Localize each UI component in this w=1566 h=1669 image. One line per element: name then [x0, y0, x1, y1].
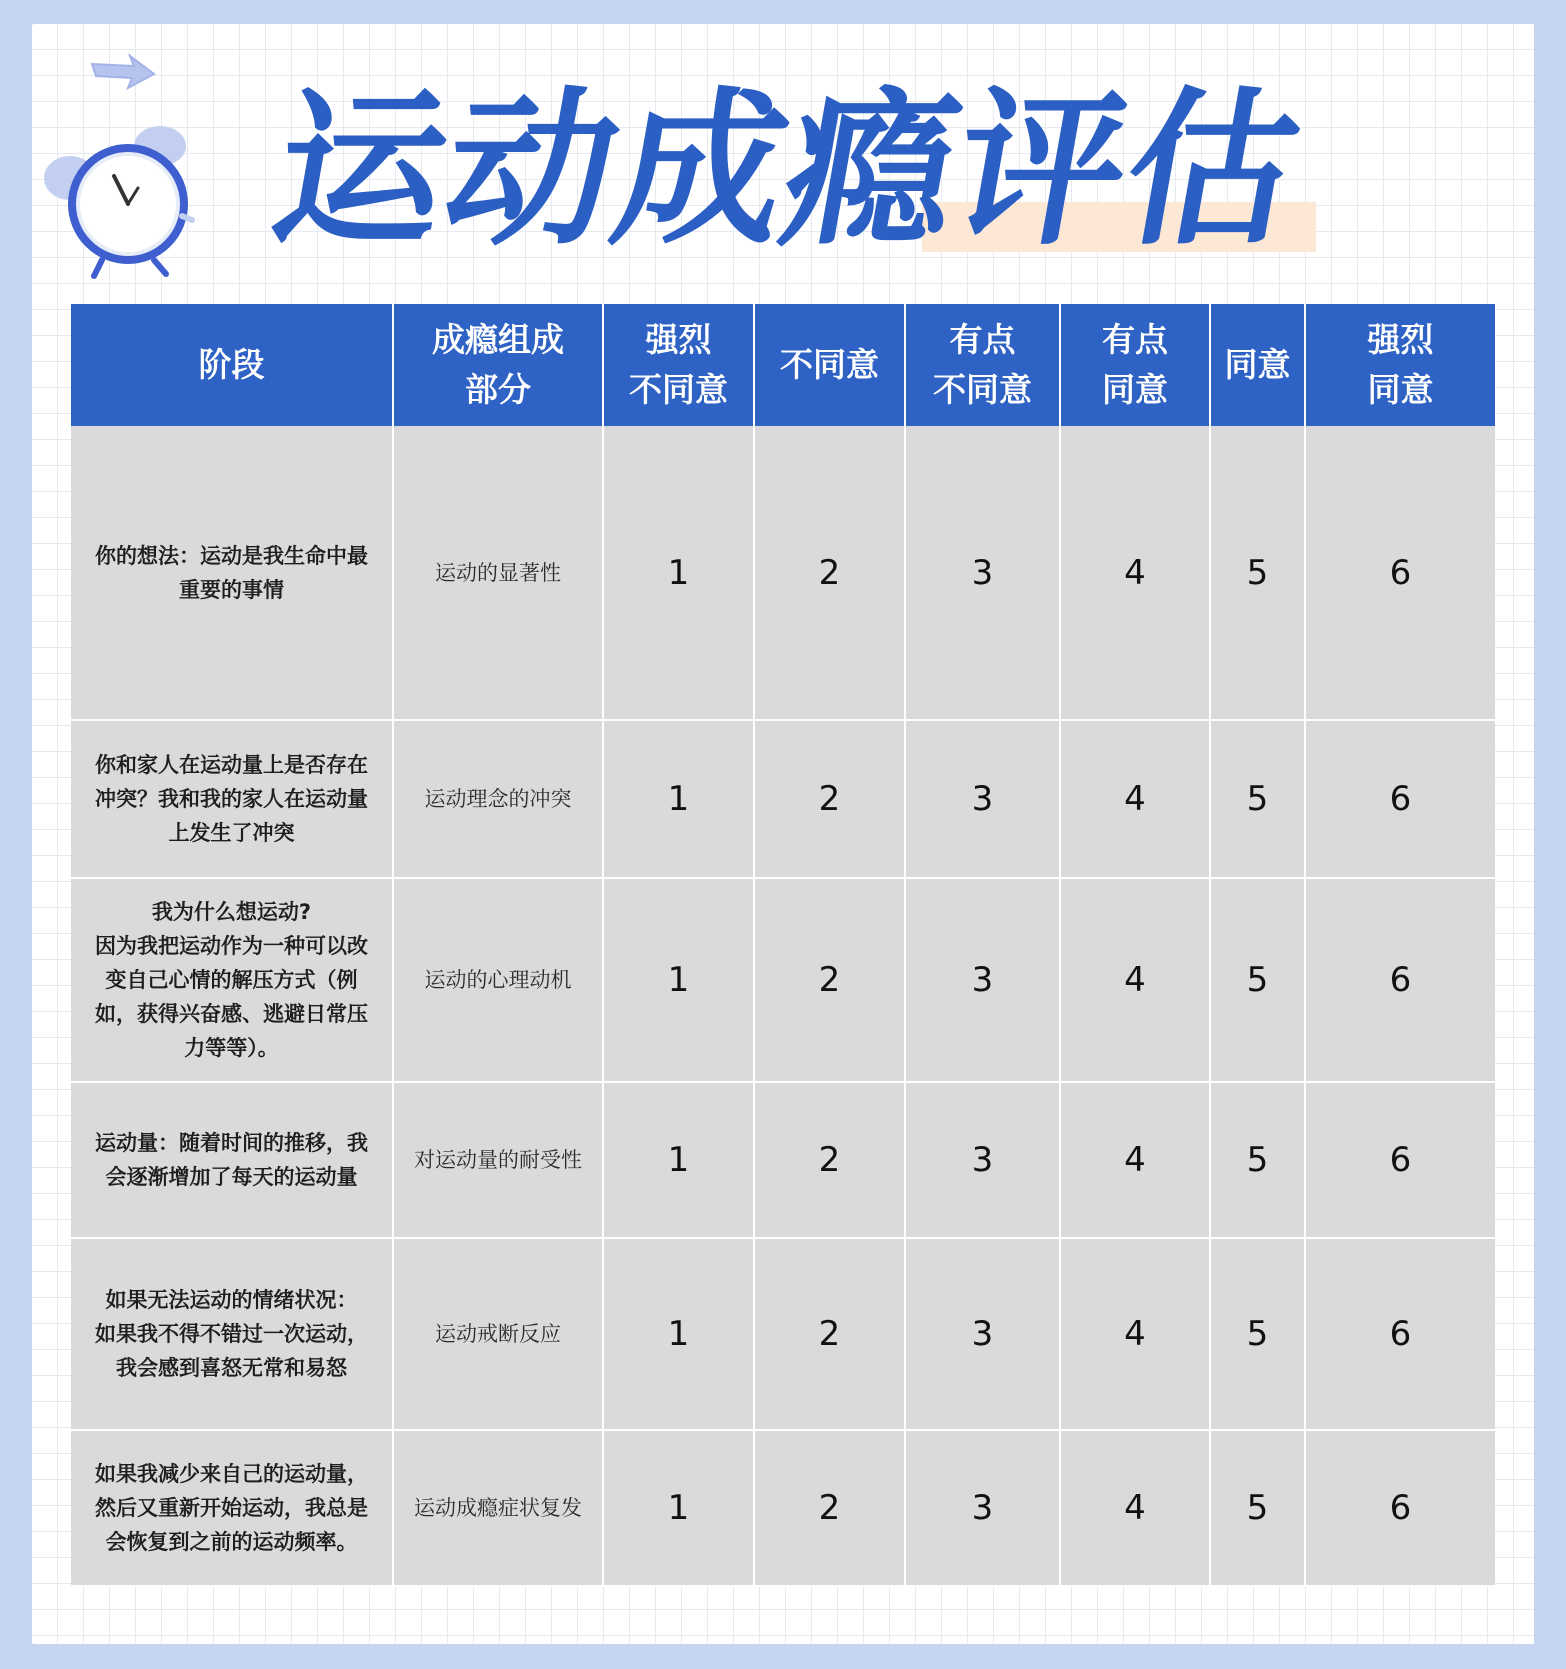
score-cell[interactable]: 4	[1060, 1238, 1210, 1430]
table-row	[71, 1082, 1495, 1238]
score-cell[interactable]: 6	[1305, 426, 1495, 720]
score-cell[interactable]: 1	[603, 1238, 754, 1430]
score-cell[interactable]: 5	[1210, 1430, 1305, 1586]
stage-cell: 我为什么想运动? 因为我把运动作为一种可以改 变自己心情的解压方式（例 如，获得兴奋感、逃避日常压 力等等）。	[71, 878, 393, 1082]
assessment-table	[71, 304, 1495, 1587]
table-row	[71, 426, 1495, 720]
score-cell[interactable]: 3	[905, 426, 1060, 720]
page-title: 运动成瘾评估	[260, 72, 1315, 268]
score-cell[interactable]: 3	[905, 720, 1060, 878]
header-slightly-agree: 有点 同意	[1060, 304, 1210, 426]
score-cell[interactable]: 5	[1210, 1082, 1305, 1238]
score-cell[interactable]: 1	[603, 1430, 754, 1586]
score-cell[interactable]: 3	[905, 1238, 1060, 1430]
component-cell: 运动的显著性	[393, 426, 603, 720]
table-row	[71, 1238, 1495, 1430]
score-cell[interactable]: 5	[1210, 1238, 1305, 1430]
score-cell[interactable]: 4	[1060, 720, 1210, 878]
component-cell: 运动的心理动机	[393, 878, 603, 1082]
header-disagree: 不同意	[754, 304, 905, 426]
score-cell[interactable]: 3	[905, 878, 1060, 1082]
stage-cell: 如果我减少来自己的运动量， 然后又重新开始运动，我总是 会恢复到之前的运动频率。	[71, 1430, 393, 1586]
score-cell[interactable]: 1	[603, 1082, 754, 1238]
component-cell: 运动戒断反应	[393, 1238, 603, 1430]
score-cell[interactable]: 2	[754, 878, 905, 1082]
score-cell[interactable]: 6	[1305, 1238, 1495, 1430]
score-cell[interactable]: 2	[754, 1238, 905, 1430]
score-cell[interactable]: 4	[1060, 1082, 1210, 1238]
score-cell[interactable]: 2	[754, 1430, 905, 1586]
score-cell[interactable]: 6	[1305, 1082, 1495, 1238]
table-row	[71, 1430, 1495, 1586]
score-cell[interactable]: 5	[1210, 720, 1305, 878]
header-strongly-disagree: 强烈 不同意	[603, 304, 754, 426]
score-cell[interactable]: 3	[905, 1430, 1060, 1586]
score-cell[interactable]: 2	[754, 426, 905, 720]
table-row	[71, 720, 1495, 878]
score-cell[interactable]: 2	[754, 720, 905, 878]
header-component: 成瘾组成 部分	[393, 304, 603, 426]
table-row	[71, 878, 1495, 1082]
score-cell[interactable]: 6	[1305, 878, 1495, 1082]
table-header-row	[71, 304, 1495, 426]
score-cell[interactable]: 6	[1305, 720, 1495, 878]
stage-cell: 如果无法运动的情绪状况： 如果我不得不错过一次运动， 我会感到喜怒无常和易怒	[71, 1238, 393, 1430]
header-slightly-disagree: 有点 不同意	[905, 304, 1060, 426]
component-cell: 运动成瘾症状复发	[393, 1430, 603, 1586]
component-cell: 运动理念的冲突	[393, 720, 603, 878]
stage-cell: 你的想法：运动是我生命中最 重要的事情	[71, 426, 393, 720]
score-cell[interactable]: 4	[1060, 878, 1210, 1082]
score-cell[interactable]: 5	[1210, 426, 1305, 720]
score-cell[interactable]: 1	[603, 878, 754, 1082]
score-cell[interactable]: 1	[603, 426, 754, 720]
stage-cell: 你和家人在运动量上是否存在 冲突？我和我的家人在运动量 上发生了冲突	[71, 720, 393, 878]
component-cell: 对运动量的耐受性	[393, 1082, 603, 1238]
score-cell[interactable]: 5	[1210, 878, 1305, 1082]
header-stage: 阶段	[71, 304, 393, 426]
header-strongly-agree: 强烈 同意	[1305, 304, 1495, 426]
stage-cell: 运动量：随着时间的推移，我 会逐渐增加了每天的运动量	[71, 1082, 393, 1238]
score-cell[interactable]: 2	[754, 1082, 905, 1238]
score-cell[interactable]: 1	[603, 720, 754, 878]
score-cell[interactable]: 4	[1060, 426, 1210, 720]
arrow-right-icon	[90, 52, 156, 92]
score-cell[interactable]: 3	[905, 1082, 1060, 1238]
score-cell[interactable]: 4	[1060, 1430, 1210, 1586]
score-cell[interactable]: 6	[1305, 1430, 1495, 1586]
header-agree: 同意	[1210, 304, 1305, 426]
alarm-clock-icon	[42, 120, 202, 280]
